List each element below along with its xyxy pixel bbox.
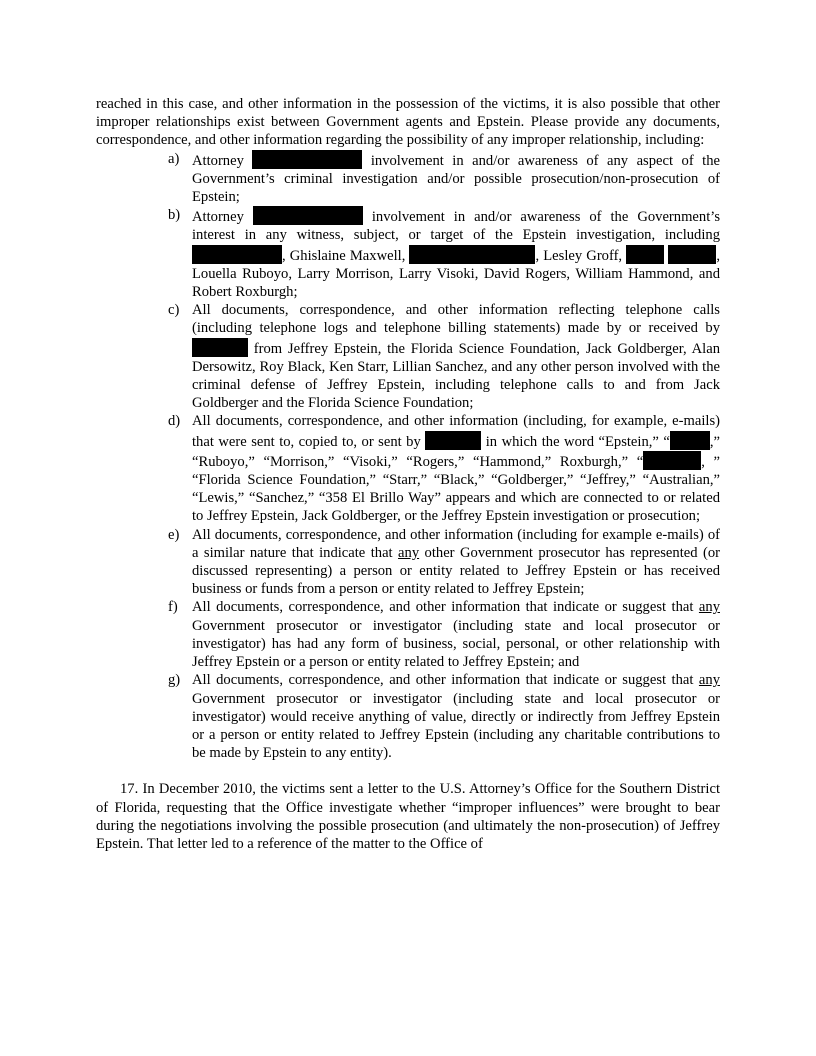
redaction-box xyxy=(252,150,362,169)
request-list xyxy=(96,150,720,763)
redaction-box xyxy=(253,206,363,225)
redaction-box xyxy=(425,431,481,450)
document-page xyxy=(96,95,720,853)
paragraph-17: 17. In December 2010, the victims sent a letter to the U.S. Attorney’s Office for the Southern District of Florida, requesting that the Office investigate whether “improper influences” were brought to bear during the negotiations involving the possible prosecution (and ultimately the non-prosecution) of Jeffrey Epstein. That letter led to a reference of the matter to the Office of xyxy=(96,781,720,852)
list-item-d: d) All documents, correspondence, and other information (including, for example, e-mails) that were sent to, copied to, or sent by in which the word “Epstein,” “ ,” “Ruboyo,” “Morrison,” “Visoki,” “Rogers,” “Hammond,” Roxburgh,” “ , ” “Florida Science Foundation,” “Starr,” “Black,” “Goldberger,” “Jeffrey,” “Australian,” “Lewis,” “Sanchez,” “358 El Brillo Way” appears and which are connected to or related to Jeffrey Epstein, Jack Goldberger, or the Jeffrey Epstein investigation or prosecution; xyxy=(168,413,720,525)
redaction-box xyxy=(192,338,248,357)
redaction-box xyxy=(670,431,710,450)
list-marker: e) xyxy=(168,526,180,543)
redaction-box xyxy=(643,451,701,470)
list-item-b: b) Attorney involvement in and/or awareness of the Government’s interest in any witness, subject, or target of the Epstein investigation, including , Ghislaine Maxwell, , Lesley Groff, , Louella Ruboyo, Larry Morrison, Larry Visoki, David Rogers, William Hammond, and Robert Roxburgh; xyxy=(168,207,720,301)
list-marker: f) xyxy=(168,599,178,616)
list-item-e: e) All documents, correspondence, and other information (including for example e-mails) of a similar nature that indicate that any other Government prosecutor has represented (or discussed representing) a person or entity related to Jeffrey Epstein or has received business or funds from a person or entity related to Jeffrey Epstein; xyxy=(168,526,720,598)
list-item-f: f) All documents, correspondence, and other information that indicate or suggest that any Government prosecutor or investigator (including state and local prosecutor or investigator) has had any form of business, social, personal, or other relationship with Jeffrey Epstein or a person or entity related to Jeffrey Epstein; and xyxy=(168,599,720,671)
redaction-box xyxy=(668,245,716,264)
paragraph-spacer xyxy=(96,762,720,780)
list-marker: a) xyxy=(168,150,180,167)
redaction-box xyxy=(626,245,664,264)
list-marker: d) xyxy=(168,413,181,430)
intro-paragraph: reached in this case, and other information in the possession of the victims, it is also possible that other improper relationships exist between Government agents and Epstein. Please provide any documents, correspondence, and other information regarding the possibility of any improper relationship, including: xyxy=(96,96,720,149)
redaction-box xyxy=(409,245,535,264)
redaction-box xyxy=(192,245,282,264)
list-item-c: c) All documents, correspondence, and other information reflecting telephone calls (including telephone logs and telephone billing statements) made by or received by from Jeffrey Epstein, the Florida Science Foundation, Jack Goldberger, Alan Dersowitz, Roy Black, Ken Starr, Lillian Sanchez, and any other person involved with the criminal defense of Jeffrey Epstein, including telephone calls to and from Jack Goldberger and the Florida Science Foundation; xyxy=(168,302,720,412)
list-item-g: g) All documents, correspondence, and other information that indicate or suggest that any Government prosecutor or investigator (including state and local prosecutor or investigator) would receive anything of value, directly or indirectly from Jeffrey Epstein or a person or entity related to Jeffrey Epstein (including any charitable contributions to be made by Epstein to any entity). xyxy=(168,672,720,762)
list-marker: g) xyxy=(168,672,181,689)
list-marker: b) xyxy=(168,207,181,224)
list-item-a: a) Attorney involvement in and/or awareness of any aspect of the Government’s criminal investigation and/or possible prosecution/non-prosecution of Epstein; xyxy=(168,150,720,206)
list-marker: c) xyxy=(168,302,180,319)
